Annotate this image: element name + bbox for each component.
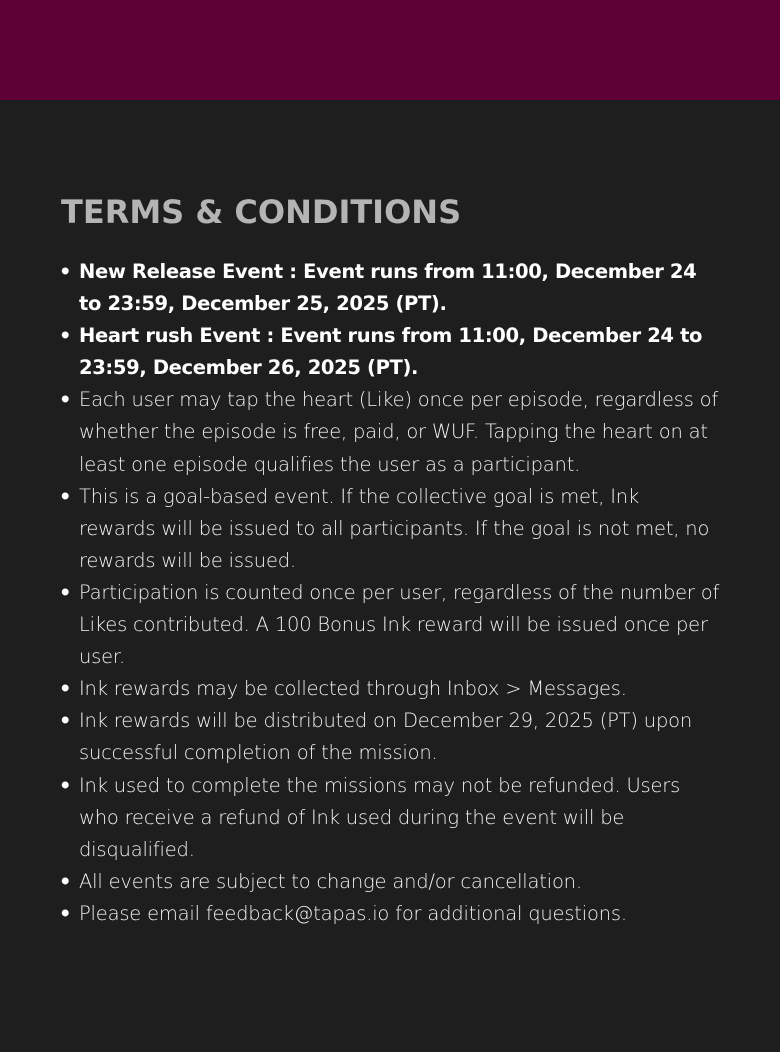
term-text: New Release Event : Event runs from 11:00, December 24 to 23:59, December 25, 2025 (PT). — [79, 260, 697, 316]
term-item — [61, 577, 721, 673]
term-item-heart-rush — [61, 320, 721, 384]
term-text: Participation is counted once per user, regardless of the number of Likes contributed. A 100 Bonus Ink reward will be issued once per user. — [79, 580, 720, 669]
terms-list — [61, 256, 721, 930]
term-item — [61, 673, 721, 705]
term-text: All events are subject to change and/or cancellation. — [79, 869, 582, 893]
bullet-icon: • — [59, 677, 72, 701]
bullet-icon: • — [59, 324, 72, 348]
bullet-icon: • — [59, 484, 72, 508]
term-item — [61, 866, 721, 898]
bullet-icon: • — [59, 901, 72, 925]
term-item — [61, 770, 721, 866]
term-text: Each user may tap the heart (Like) once per episode, regardless of whether the episode is free, paid, or WUF. Tapping the heart on at least one episode qualifies the user as a participant. — [79, 388, 719, 476]
term-item — [61, 898, 721, 930]
bullet-icon: • — [59, 869, 72, 893]
terms-section — [0, 100, 780, 1052]
bullet-icon: • — [59, 773, 72, 797]
bullet-icon: • — [59, 709, 72, 733]
top-banner — [0, 0, 780, 100]
term-text: Ink rewards may be collected through Inbox > Messages. — [79, 677, 627, 701]
term-text: Ink rewards will be distributed on December 29, 2025 (PT) upon successful completion of the mission. — [79, 709, 693, 765]
term-text: Please email feedback@tapas.io for additional questions. — [79, 901, 627, 925]
term-item — [61, 481, 721, 577]
term-text: Ink used to complete the missions may not be refunded. Users who receive a refund of Ink used during the event will be disqualified. — [79, 773, 681, 861]
term-item-new-release — [61, 256, 721, 320]
bullet-icon: • — [59, 388, 72, 412]
term-text: This is a goal-based event. If the collective goal is met, Ink rewards will be issued to all participants. If the goal is not met, no rewards will be issued. — [79, 484, 710, 572]
bullet-icon: • — [59, 260, 72, 283]
term-item — [61, 705, 721, 769]
bullet-icon: • — [59, 580, 72, 604]
term-text: Heart rush Event : Event runs from 11:00, December 24 to 23:59, December 26, 2025 (PT). — [79, 324, 703, 380]
terms-heading: TERMS & CONDITIONS — [61, 193, 462, 231]
term-item — [61, 384, 721, 480]
